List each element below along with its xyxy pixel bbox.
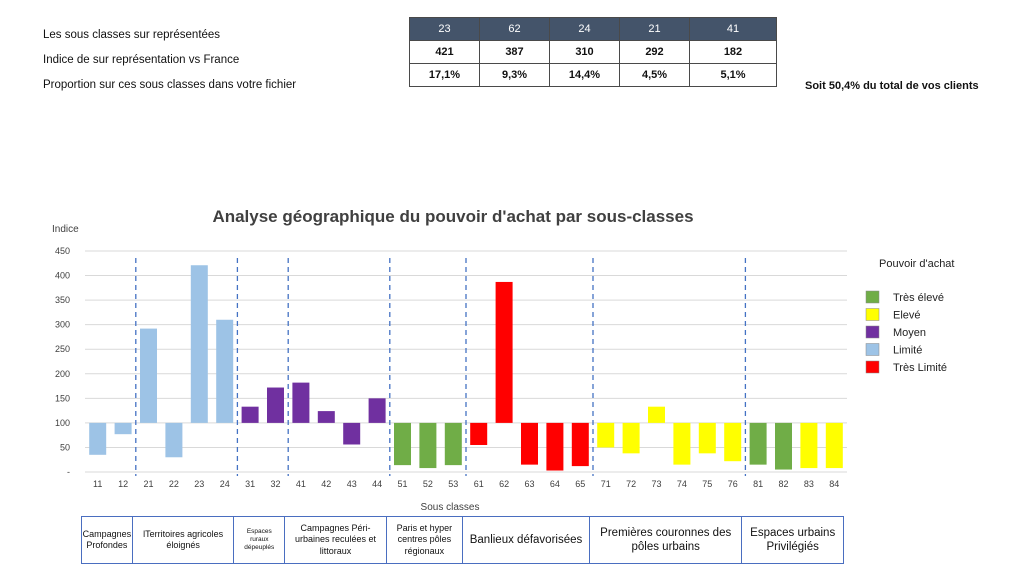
summary-proportion-cell: 17,1%: [410, 64, 480, 87]
bar-22: [165, 423, 182, 457]
y-tick-label: 200: [54, 368, 70, 379]
y-tick-label: 50: [59, 442, 70, 453]
bar-31: [242, 407, 259, 423]
x-tick-label: 11: [93, 479, 103, 489]
summary-index-cell: 421: [410, 41, 480, 64]
summary-index-cell: 182: [690, 41, 777, 64]
bar-75: [699, 423, 716, 453]
summary-proportion-cell: 5,1%: [690, 64, 777, 87]
legend-label-eleve: Elevé: [893, 309, 921, 322]
y-tick-label: -: [67, 467, 70, 477]
bar-41: [292, 383, 309, 423]
x-tick-label: 12: [118, 479, 129, 489]
legend-title: Pouvoir d'achat: [879, 258, 955, 270]
legend: [866, 258, 954, 374]
legend-swatch-eleve: [866, 309, 879, 321]
x-tick-label: 75: [702, 479, 713, 489]
x-axis-ticks: [93, 479, 839, 489]
bar-76: [724, 423, 741, 461]
bar-51: [394, 423, 411, 465]
x-tick-label: 74: [676, 479, 687, 489]
group-label: lTerritoires agricoles éloignés: [143, 528, 224, 550]
x-tick-label: 22: [168, 479, 179, 489]
x-tick-label: 21: [143, 479, 154, 489]
summary-label-index: Indice de sur représentation vs France: [43, 54, 240, 66]
group-box: [132, 516, 235, 564]
x-tick-label: 62: [499, 479, 510, 489]
x-tick-label: 32: [270, 479, 281, 489]
x-tick-label: 42: [321, 479, 332, 489]
summary-header-row: [410, 18, 777, 41]
x-axis-label: Sous classes: [420, 502, 480, 513]
bar-44: [369, 398, 386, 423]
x-tick-label: 41: [295, 479, 306, 489]
legend-swatch-limite: [866, 344, 879, 356]
x-tick-label: 76: [727, 479, 738, 489]
y-axis-ticks: [55, 246, 70, 477]
legend-label-tres_limite: Très Limité: [893, 362, 947, 374]
summary-label-proportion: Proportion sur ces sous classes dans votre fichier: [43, 79, 297, 91]
x-tick-label: 71: [600, 479, 611, 489]
chart-title: Analyse géographique du pouvoir d'achat par sous-classes: [212, 207, 694, 226]
bar-64: [546, 423, 563, 471]
summary-class-cell: 41: [690, 18, 777, 41]
group-box: [284, 516, 387, 564]
x-tick-label: 53: [448, 479, 459, 489]
x-tick-label: 52: [422, 479, 433, 489]
group-label: Campagnes Péri-urbaines reculées et littoraux: [294, 523, 377, 556]
x-tick-label: 43: [346, 479, 357, 489]
group-box: [589, 516, 742, 564]
bar-12: [115, 423, 132, 434]
group-label: Premières couronnes des pôles urbains: [600, 526, 732, 553]
summary-index-cell: 387: [480, 41, 550, 64]
summary-class-cell: 21: [620, 18, 690, 41]
bar-61: [470, 423, 487, 445]
x-tick-label: 72: [626, 479, 637, 489]
x-tick-label: 82: [778, 479, 789, 489]
summary-proportion-cell: 4,5%: [620, 64, 690, 87]
y-tick-label: 350: [54, 295, 70, 306]
summary-class-cell: 62: [480, 18, 550, 41]
group-label: Paris et hyper centres pôles régionaux: [396, 523, 453, 556]
group-box: [81, 516, 133, 564]
bar-72: [623, 423, 640, 453]
bar-84: [826, 423, 843, 468]
legend-label-moyen: Moyen: [893, 327, 927, 339]
bar-82: [775, 423, 792, 470]
bar-62: [496, 282, 513, 423]
bar-21: [140, 329, 157, 423]
y-tick-label: 450: [54, 246, 70, 256]
bar-42: [318, 411, 335, 423]
x-tick-label: 64: [549, 479, 560, 489]
summary-index-cell: 292: [620, 41, 690, 64]
bar-32: [267, 388, 284, 423]
x-tick-label: 63: [524, 479, 535, 489]
group-label: Espaces ruraux dépeuplés: [244, 527, 275, 552]
y-tick-label: 100: [54, 417, 70, 428]
legend-swatch-tres_eleve: [866, 291, 879, 303]
bar-11: [89, 423, 106, 455]
group-label: Campagnes Profondes: [82, 528, 132, 550]
bar-23: [191, 265, 208, 423]
bar-83: [800, 423, 817, 468]
x-tick-label: 51: [397, 479, 408, 489]
y-tick-label: 300: [54, 319, 70, 330]
bar-24: [216, 320, 233, 423]
summary-table: [409, 17, 777, 87]
bar-65: [572, 423, 589, 466]
summary-note: Soit 50,4% du total de vos clients: [805, 80, 979, 92]
y-tick-label: 250: [54, 344, 70, 355]
group-label: Banlieux défavorisées: [469, 533, 583, 546]
x-tick-label: 81: [753, 479, 764, 489]
summary-class-cell: 23: [410, 18, 480, 41]
legend-label-tres_eleve: Très élevé: [893, 292, 944, 304]
x-tick-label: 73: [651, 479, 662, 489]
x-tick-label: 24: [219, 479, 230, 489]
summary-proportion-cell: 9,3%: [480, 64, 550, 87]
bar-43: [343, 423, 360, 445]
bar-71: [597, 423, 614, 448]
summary-label-classes: Les sous classes sur représentées: [43, 29, 221, 41]
summary-proportion-cell: 14,4%: [550, 64, 620, 87]
bar-52: [419, 423, 436, 468]
group-label: Espaces urbains Privilégiés: [750, 526, 836, 553]
group-box: [741, 516, 844, 564]
x-tick-label: 83: [803, 479, 814, 489]
summary-index-row: [410, 41, 777, 64]
x-tick-label: 31: [245, 479, 256, 489]
summary-proportion-row: [410, 64, 777, 87]
x-tick-label: 65: [575, 479, 586, 489]
bar-63: [521, 423, 538, 465]
bar-chart: [0, 195, 1024, 515]
bar-73: [648, 407, 665, 423]
x-tick-label: 61: [473, 479, 484, 489]
x-tick-label: 84: [829, 479, 840, 489]
legend-label-limite: Limité: [893, 344, 923, 357]
y-tick-label: 400: [54, 270, 70, 281]
summary-index-cell: 310: [550, 41, 620, 64]
y-tick-label: 150: [54, 393, 70, 404]
legend-swatch-tres_limite: [866, 361, 879, 373]
group-box: [386, 516, 463, 564]
group-box: [233, 516, 285, 564]
bar-81: [750, 423, 767, 465]
legend-swatch-moyen: [866, 326, 879, 338]
bar-74: [673, 423, 690, 465]
bar-53: [445, 423, 462, 465]
group-box: [462, 516, 590, 564]
summary-class-cell: 24: [550, 18, 620, 41]
y-axis-label: Indice: [52, 224, 79, 235]
x-tick-label: 44: [372, 479, 383, 489]
x-tick-label: 23: [194, 479, 205, 489]
